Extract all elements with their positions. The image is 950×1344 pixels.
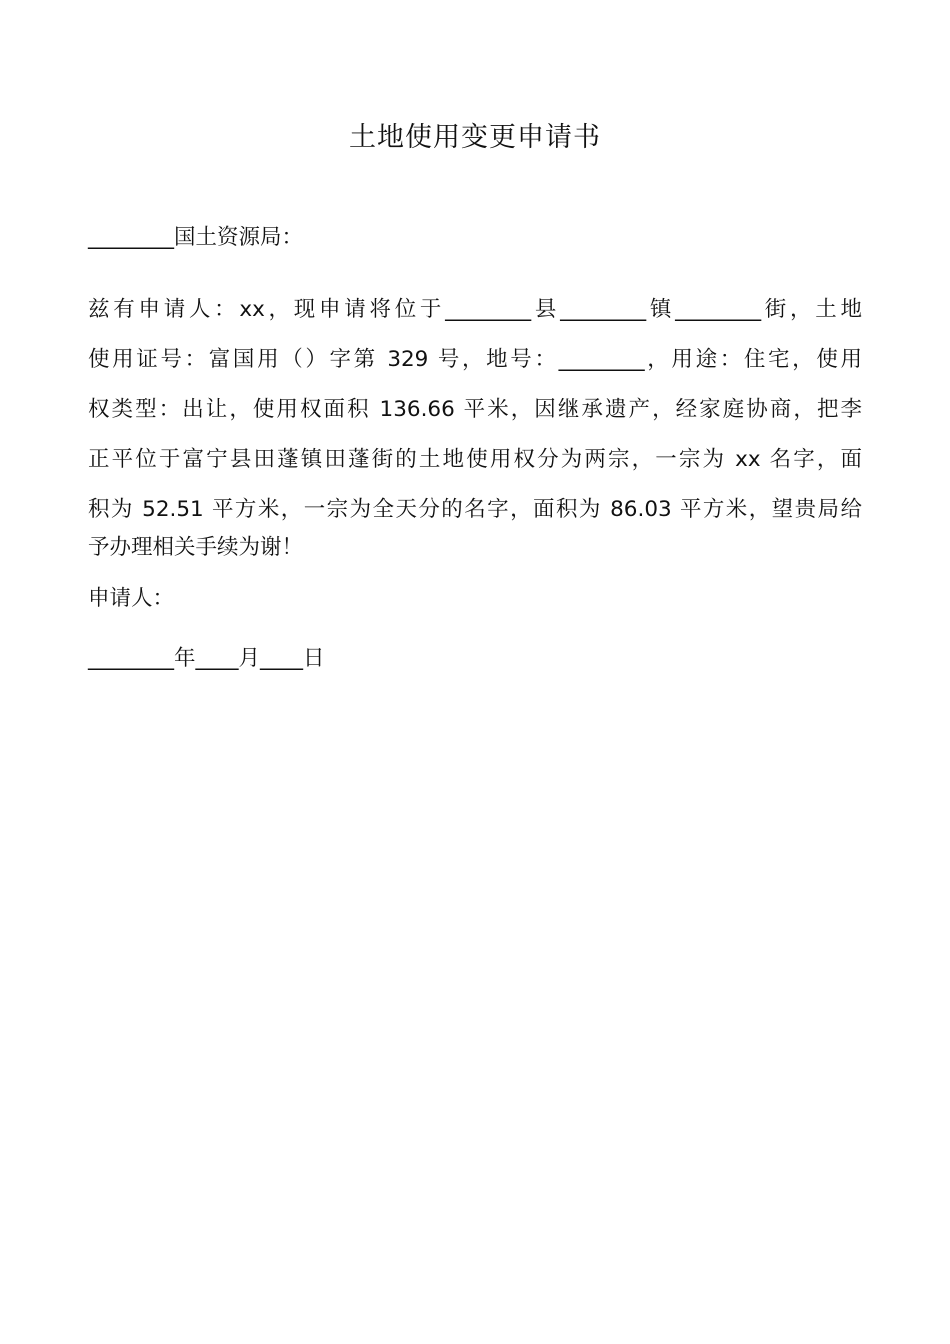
document-title: 土地使用变更申请书	[349, 122, 601, 153]
body-line-4: 正平位于富宁县田蓬镇田蓬街的土地使用权分为两宗，一宗为 xx 名字，面	[88, 447, 862, 472]
date-line: ________年____月____日	[88, 646, 325, 671]
body-line-6: 予办理相关手续为谢！	[88, 535, 304, 560]
salutation: ________国土资源局：	[88, 225, 304, 250]
body-paragraph	[88, 292, 862, 580]
body-line-1: 兹有申请人：xx，现申请将位于________县________镇________街，土地	[88, 297, 862, 322]
body-line-5: 积为 52.51 平方米，一宗为全天分的名字，面积为 86.03 平方米，望贵局给	[88, 497, 862, 522]
body-line-2: 使用证号：富国用（）字第 329 号，地号：________，用途：住宅，使用	[88, 347, 862, 372]
applicant-label: 申请人：	[88, 586, 175, 611]
body-line-3: 权类型：出让，使用权面积 136.66 平米，因继承遗产，经家庭协商，把李	[88, 397, 862, 422]
